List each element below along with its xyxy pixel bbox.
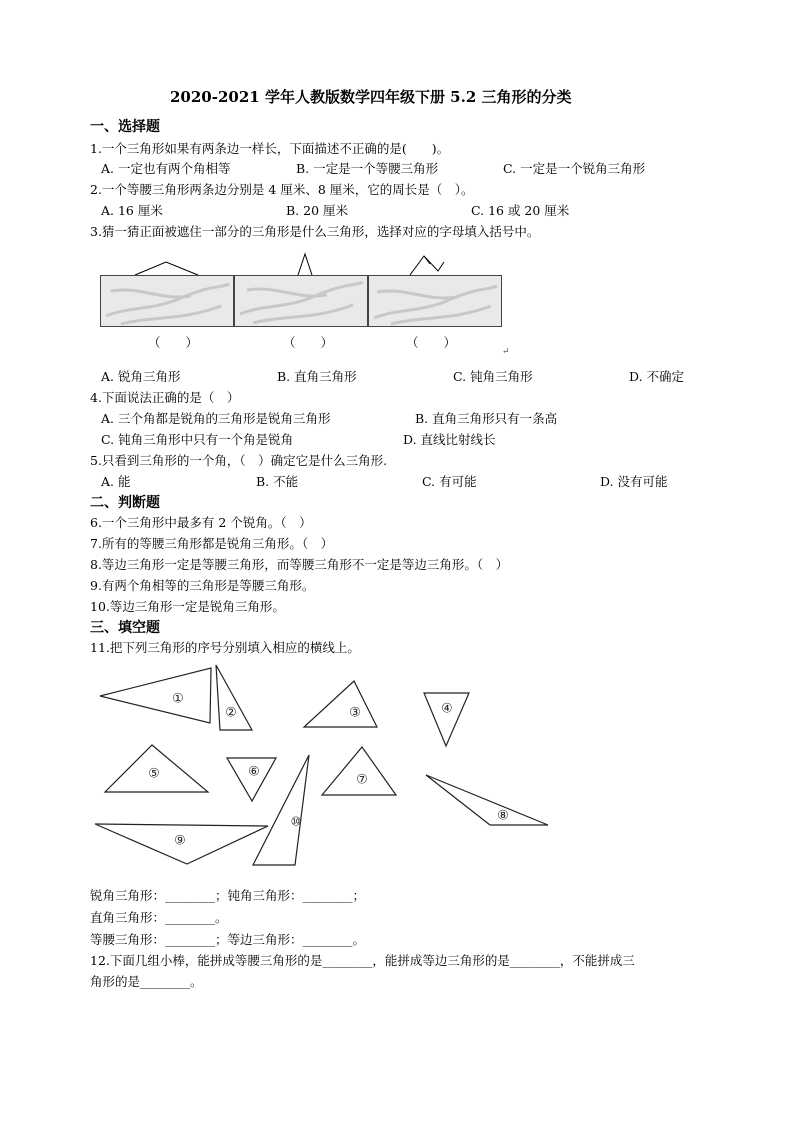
triangle-10 [253, 755, 309, 865]
question-4-option-c: C. 钝角三角形中只有一个角是锐角 [101, 432, 294, 447]
question-11-line-3: 等腰三角形：________；等边三角形：________。 [90, 932, 366, 947]
question-1-stem: 1.一个三角形如果有两条边一样长，下面描述不正确的是( )。 [90, 141, 450, 156]
judge-item-9: 9.有两个角相等的三角形是等腰三角形。 [90, 578, 315, 593]
triangle-label-5: ⑤ [148, 766, 160, 782]
triangle-label-1: ① [172, 691, 184, 707]
triangles-figure [90, 660, 552, 882]
triangle-label-2: ② [225, 705, 237, 721]
triangle-3 [304, 681, 377, 727]
judge-item-6: 6.一个三角形中最多有 2 个锐角。（ ） [90, 515, 312, 530]
question-1-option-a: A. 一定也有两个角相等 [101, 161, 231, 176]
triangle-1 [100, 668, 211, 723]
question-5-option-c: C. 有可能 [422, 474, 477, 489]
question-5-stem: 5.只看到三角形的一个角，（ ）确定它是什么三角形. [90, 453, 388, 468]
judge-item-7: 7.所有的等腰三角形都是锐角三角形。（ ） [90, 536, 334, 551]
triangle-7 [322, 747, 396, 795]
question-2-stem: 2.一个等腰三角形两条边分别是 4 厘米、8 厘米，它的周长是（ ）。 [90, 182, 474, 197]
question-3-option-b: B. 直角三角形 [277, 369, 357, 384]
question-2-option-c: C. 16 或 20 厘米 [471, 203, 570, 218]
question-3-option-a: A. 锐角三角形 [101, 369, 181, 384]
question-5-option-b: B. 不能 [256, 474, 299, 489]
triangle-label-7: ⑦ [356, 772, 368, 788]
question-3-blank-2[interactable]: （ ） [283, 335, 334, 350]
triangle-label-4: ④ [441, 701, 453, 717]
question-11-line-2: 直角三角形：________。 [90, 910, 228, 925]
cover-card-2 [234, 275, 368, 327]
cover-card-3 [368, 275, 502, 327]
triangle-label-6: ⑥ [248, 764, 260, 780]
question-3-stem: 3.猜一猜正面被遮住一部分的三角形是什么三角形，选择对应的字母填入括号中。 [90, 224, 540, 239]
question-3-option-c: C. 钝角三角形 [453, 369, 533, 384]
question-12-line-2: 角形的是________。 [90, 974, 203, 989]
question-12-line-1: 12.下面几组小棒，能拼成等腰三角形的是________，能拼成等边三角形的是________，不能拼成三 [90, 953, 635, 968]
question-3-blank-3[interactable]: （ ） [406, 335, 457, 350]
question-4-option-b: B. 直角三角形只有一条高 [415, 411, 558, 426]
question-3-blank-1[interactable]: （ ） [148, 335, 199, 350]
question-1-option-b: B. 一定是一个等腰三角形 [296, 161, 439, 176]
section-heading-fill: 三、填空题 [90, 620, 160, 636]
question-4-option-d: D. 直线比射线长 [403, 432, 496, 447]
triangles-svg [90, 660, 552, 882]
section-heading-choice: 一、选择题 [90, 119, 160, 135]
question-5-option-a: A. 能 [101, 474, 131, 489]
question-1-option-c: C. 一定是一个锐角三角形 [503, 161, 646, 176]
cover-card-1 [100, 275, 234, 327]
triangle-label-3: ③ [349, 705, 361, 721]
question-4-option-a: A. 三个角都是锐角的三角形是锐角三角形 [101, 411, 331, 426]
judge-item-8: 8.等边三角形一定是等腰三角形，而等腰三角形不一定是等边三角形。（ ） [90, 557, 509, 572]
question-11-line-1: 锐角三角形：________；钝角三角形：________； [90, 888, 366, 903]
question-3-option-d: D. 不确定 [629, 369, 685, 384]
return-mark: ↵ [502, 347, 510, 357]
question-2-option-b: B. 20 厘米 [286, 203, 349, 218]
question-11-stem: 11.把下列三角形的序号分别填入相应的横线上。 [90, 640, 360, 655]
question-5-option-d: D. 没有可能 [600, 474, 668, 489]
triangle-label-8: ⑧ [497, 808, 509, 824]
question-2-option-a: A. 16 厘米 [101, 203, 163, 218]
judge-item-10: 10.等边三角形一定是锐角三角形。 [90, 599, 285, 614]
section-heading-judge: 二、判断题 [90, 495, 160, 511]
page-title: 2020-2021 学年人教版数学四年级下册 5.2 三角形的分类 [170, 88, 572, 106]
triangle-label-9: ⑨ [174, 833, 186, 849]
question-4-stem: 4.下面说法正确的是（ ） [90, 390, 240, 405]
triangle-8 [426, 775, 548, 825]
triangle-tips-figure [100, 250, 502, 276]
triangle-label-10: ⑩ [290, 814, 302, 829]
